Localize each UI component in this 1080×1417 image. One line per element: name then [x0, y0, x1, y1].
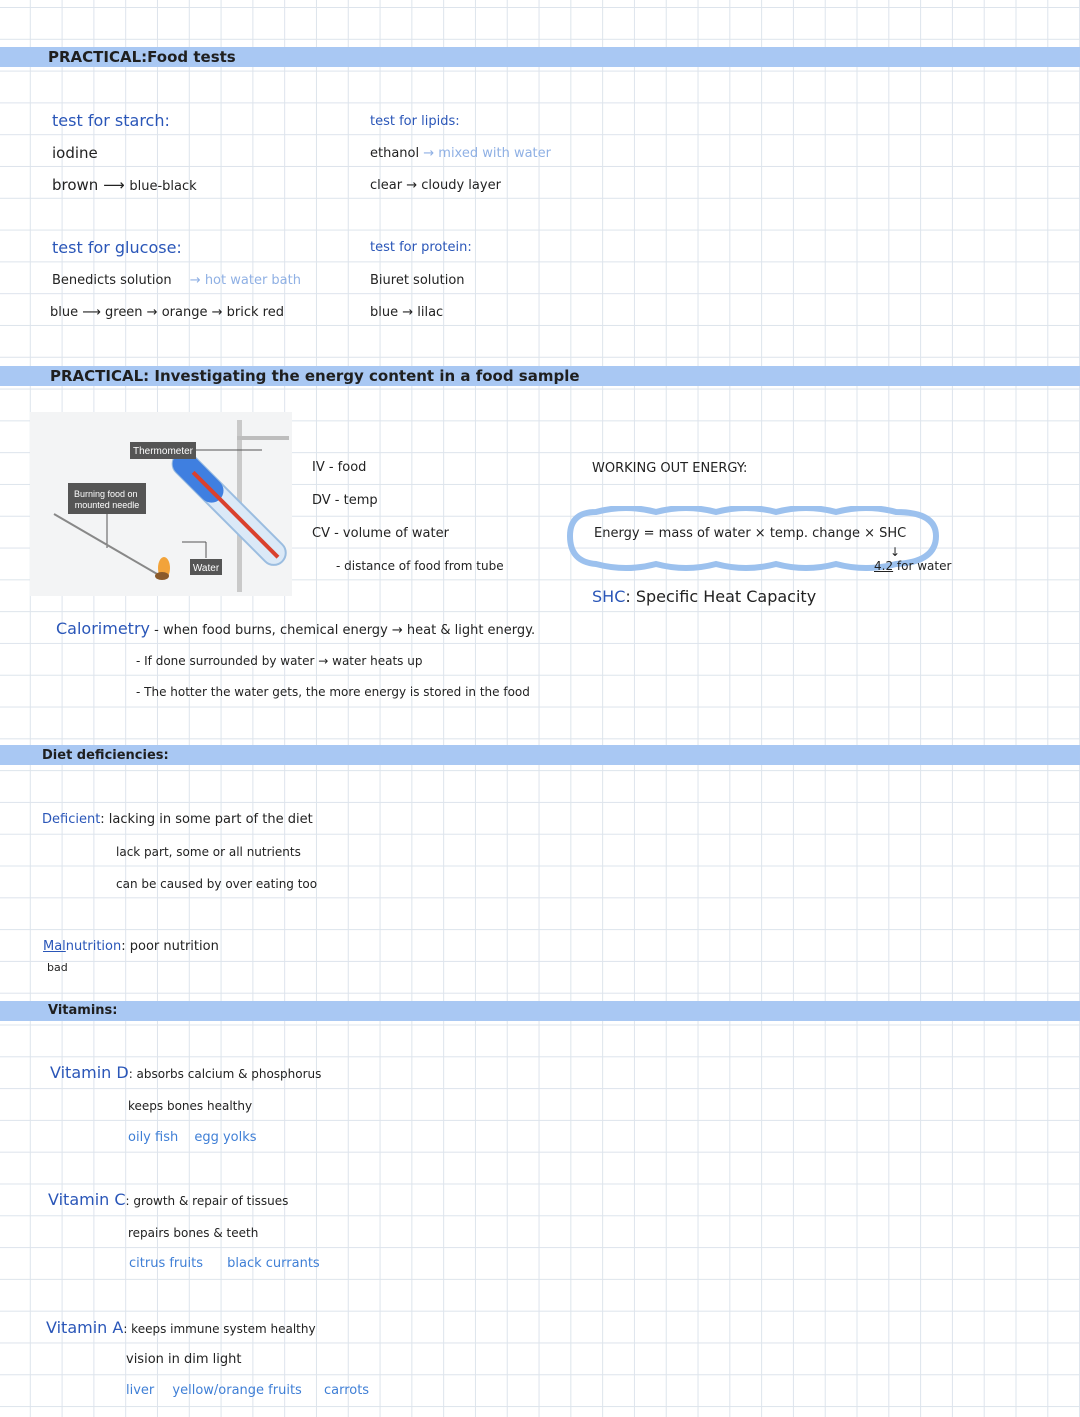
protein-heading: test for protein: — [370, 240, 472, 255]
lipids-reagent: ethanol — [370, 146, 420, 161]
vitamin-a-def-1: : keeps immune system healthy — [123, 1322, 316, 1336]
starch-reagent: iodine — [52, 144, 98, 162]
shc-definition: : Specific Heat Capacity — [625, 587, 817, 606]
shc-water-value: 4.2 — [874, 559, 894, 573]
glucose-note: → hot water bath — [189, 273, 301, 288]
malnutrition-rest: nutrition — [65, 939, 122, 954]
var-iv: IV - food — [312, 460, 367, 475]
vitamin-c-sources — [129, 1254, 320, 1274]
shc-down-arrow-icon: ↓ — [890, 545, 901, 559]
vitamin-d-def-2: keeps bones healthy — [128, 1099, 253, 1113]
var-dv: DV - temp — [312, 493, 378, 508]
vitamin-c-def-1: : growth & repair of tissues — [125, 1194, 289, 1208]
vitamin-c-source: citrus fruits — [129, 1256, 203, 1271]
deficient-term: Deficient — [42, 812, 101, 827]
deficient-def-3: can be caused by over eating too — [116, 877, 318, 891]
starch-heading: test for starch: — [52, 111, 170, 130]
calorimetry-line — [56, 619, 535, 641]
vitamin-c-line-1 — [48, 1190, 288, 1212]
vitamin-c-source: black currants — [227, 1256, 320, 1271]
section-band-vitamins — [0, 1001, 1080, 1021]
calorimetry-point-1: - If done surrounded by water → water heats up — [136, 654, 423, 668]
glucose-reagent-line — [52, 271, 301, 291]
calorimetry-def: - when food burns, chemical energy → heat & light energy. — [154, 623, 536, 638]
stand-clamp — [237, 436, 289, 440]
malnutrition-prefix: Mal — [43, 939, 66, 954]
vitamin-d-source: oily fish — [128, 1130, 179, 1145]
food-sample — [155, 572, 169, 580]
water-label: Water — [192, 563, 220, 574]
shc-water-value-line — [874, 556, 951, 576]
var-cv1: CV - volume of water — [312, 526, 449, 541]
vitamin-c-def-2: repairs bones & teeth — [128, 1226, 259, 1240]
starch-result — [52, 175, 197, 197]
glucose-heading: test for glucose: — [52, 238, 182, 257]
vitamin-d-name: Vitamin D — [50, 1063, 129, 1082]
mal-note: bad — [47, 961, 68, 974]
vitamin-a-sources — [126, 1381, 369, 1401]
vitamin-d-source: egg yolks — [194, 1130, 257, 1145]
protein-reagent: Biuret solution — [370, 273, 465, 288]
deficient-line — [42, 810, 313, 830]
vitamin-a-source: yellow/orange fruits — [172, 1383, 302, 1398]
lipids-reagent-line — [370, 144, 551, 164]
mounted-needle — [54, 514, 164, 578]
lipids-to: cloudy layer — [421, 178, 501, 193]
vitamin-a-def-2: vision in dim light — [126, 1352, 242, 1367]
diet-title: Diet deficiencies: — [42, 748, 169, 763]
malnutrition-def: : poor nutrition — [121, 939, 219, 954]
vitamin-d-def-1: : absorbs calcium & phosphorus — [128, 1067, 322, 1081]
glucose-reagent: Benedicts solution — [52, 273, 172, 288]
burning-food-label: Burning food on mounted needle — [73, 489, 140, 510]
working-out-energy-title: WORKING OUT ENERGY: — [592, 461, 748, 476]
starch-from: brown — [52, 176, 99, 194]
energy-title: PRACTICAL: Investigating the energy content in a food sample — [50, 367, 580, 385]
var-cv2: - distance of food from tube — [336, 559, 504, 573]
lipids-note: → mixed with water — [423, 146, 551, 161]
lipids-result — [370, 176, 501, 196]
lipids-heading: test for lipids: — [370, 114, 460, 129]
arrow-icon: ⟶ — [103, 176, 125, 194]
vitamin-a-source: carrots — [323, 1383, 370, 1398]
deficient-def-1: : lacking in some part of the diet — [100, 812, 313, 827]
vitamins-title: Vitamins: — [48, 1003, 118, 1018]
arrow-icon: → — [406, 178, 418, 193]
deficient-def-2: lack part, some or all nutrients — [116, 845, 301, 859]
malnutrition-line — [43, 937, 219, 957]
vitamin-a-name: Vitamin A — [46, 1318, 124, 1337]
thermometer-label: Thermometer — [132, 446, 194, 457]
test-tube — [168, 447, 291, 570]
vitamin-d-line-1 — [50, 1063, 321, 1085]
shc-definition-line — [592, 587, 816, 607]
shc-water-suffix: for water — [893, 559, 952, 573]
lipids-from: clear — [370, 178, 403, 193]
food-tests-title: PRACTICAL:Food tests — [48, 48, 236, 66]
calorimetry-term: Calorimetry — [56, 619, 150, 638]
calorimetry-point-2: - The hotter the water gets, the more energy is stored in the food — [136, 685, 530, 699]
vitamin-d-sources — [128, 1128, 257, 1148]
calorimeter-diagram — [30, 412, 292, 596]
starch-to: blue-black — [129, 179, 197, 194]
energy-formula: Energy = mass of water × temp. change × SHC — [594, 526, 907, 541]
shc-term: SHC — [592, 587, 626, 606]
glucose-result: blue ⟶ green → orange → brick red — [50, 305, 284, 320]
vitamin-c-name: Vitamin C — [48, 1190, 126, 1209]
protein-result: blue → lilac — [370, 305, 444, 320]
vitamin-a-line-1 — [46, 1318, 316, 1340]
vitamin-a-source: liver — [126, 1383, 155, 1398]
